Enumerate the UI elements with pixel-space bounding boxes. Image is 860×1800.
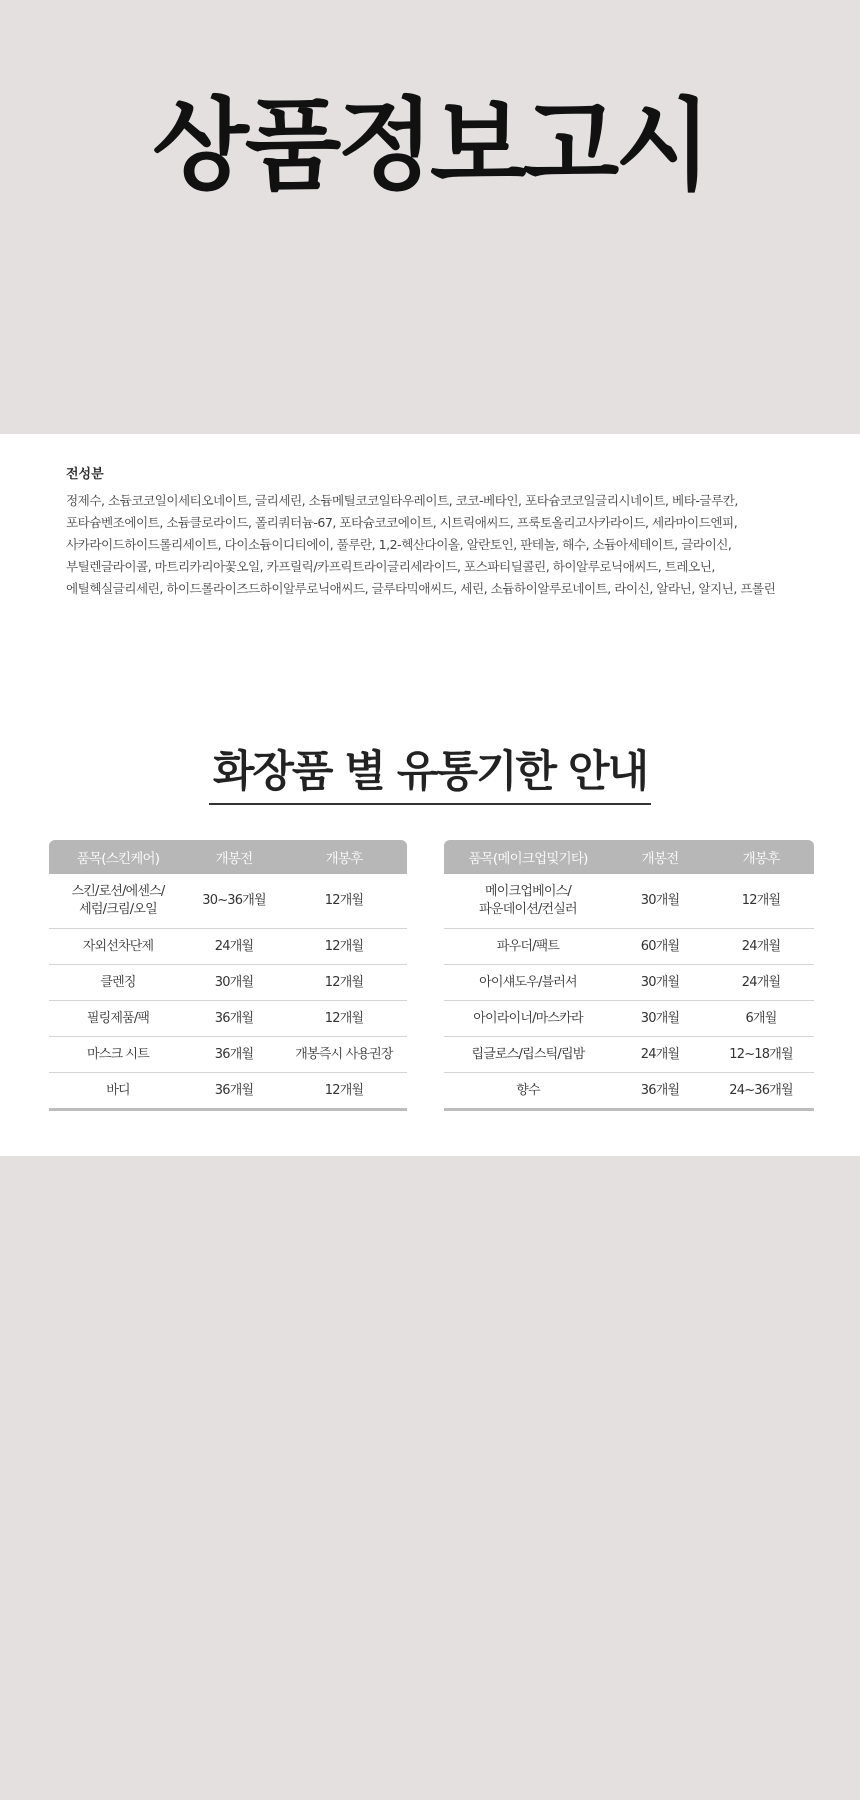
after-cell: 12개월 <box>708 874 814 929</box>
before-cell: 60개월 <box>612 929 708 965</box>
column-header: 품목(메이크업및기타) <box>444 840 612 874</box>
item-cell: 파우더/팩트 <box>444 929 612 965</box>
skincare-table-header <box>49 840 407 874</box>
item-line: 세럼/크림/오일 <box>79 902 157 917</box>
shelf-life-title: 화장품 별 유통기한 안내 <box>209 748 651 805</box>
table-row <box>444 1037 814 1073</box>
item-cell: 향수 <box>444 1073 612 1110</box>
table-row <box>444 929 814 965</box>
item-cell: 자외선차단제 <box>49 929 187 965</box>
item-cell: 아이섀도우/블러셔 <box>444 965 612 1001</box>
table-row <box>444 874 814 929</box>
ingredients-section <box>0 434 860 690</box>
table-row <box>444 1001 814 1037</box>
column-header: 개봉후 <box>708 840 814 874</box>
after-cell: 24개월 <box>708 929 814 965</box>
table-row <box>49 1037 407 1073</box>
item-cell: 바디 <box>49 1073 187 1110</box>
item-line: 메이크업베이스/ <box>485 884 571 899</box>
after-cell: 24개월 <box>708 965 814 1001</box>
column-header: 개봉전 <box>187 840 281 874</box>
table-row <box>49 1073 407 1110</box>
table-row <box>49 1001 407 1037</box>
after-cell: 12개월 <box>281 965 407 1001</box>
shelf-life-tables <box>49 840 814 1111</box>
after-cell: 12개월 <box>281 1001 407 1037</box>
column-header: 개봉전 <box>612 840 708 874</box>
item-line: 스킨/로션/에센스/ <box>71 884 165 899</box>
before-cell: 30개월 <box>612 965 708 1001</box>
after-cell: 12개월 <box>281 929 407 965</box>
before-cell: 36개월 <box>187 1073 281 1110</box>
page-title: 상품정보고시 <box>152 87 708 204</box>
item-line: 파운데이션/컨실러 <box>479 902 577 917</box>
item-cell: 립글로스/립스틱/립밤 <box>444 1037 612 1073</box>
before-cell: 24개월 <box>612 1037 708 1073</box>
hero-banner <box>0 0 860 434</box>
shelf-life-title-wrap <box>0 748 860 805</box>
item-cell: 클렌징 <box>49 965 187 1001</box>
after-cell: 12~18개월 <box>708 1037 814 1073</box>
makeup-table <box>444 840 814 1111</box>
after-cell: 12개월 <box>281 874 407 929</box>
ingredients-list: 정제수, 소듐코코일이세티오네이트, 글리세린, 소듐메틸코코일타우레이트, 코코-베타인, 포타슘코코일글리시네이트, 베타-글루칸, 포타슘벤조에이트, 소듐클로라이드, 폴리쿼터늄-67, 포타슘코코에이트, 시트릭애씨드, 프룩토올리고사카라이드, 세라마이드엔피, 사카라이드하이드롤리세이트, 다이소듐이디티에이, 풀루란, 1,2-헥산다이올, 알란토인, 판테놀, 해수, 소듐아세테이트, 글라이신, 부틸렌글라이콜, 마트리카리아꽃오일, 카프릴릭/카프릭트라이글리세라이드, 포스파티딜콜린, 하이알루로닉애씨드, 트레오닌, 에틸헥실글리세린, 하이드롤라이즈드하이알루로닉애씨드, 글루타믹애씨드, 세린, 소듐하이알루로네이트, 라이신, 알라닌, 알지닌, 프롤린 <box>66 493 776 596</box>
item-cell <box>444 874 612 929</box>
column-header: 품목(스킨케어) <box>49 840 187 874</box>
table-row <box>444 1073 814 1110</box>
skincare-table <box>49 840 407 1111</box>
before-cell: 30개월 <box>612 1001 708 1037</box>
before-cell: 30~36개월 <box>187 874 281 929</box>
column-header: 개봉후 <box>281 840 407 874</box>
after-cell: 6개월 <box>708 1001 814 1037</box>
before-cell: 36개월 <box>187 1001 281 1037</box>
table-row <box>444 965 814 1001</box>
before-cell: 30개월 <box>612 874 708 929</box>
after-cell: 24~36개월 <box>708 1073 814 1110</box>
makeup-table-header <box>444 840 814 874</box>
after-cell: 개봉즉시 사용권장 <box>281 1037 407 1073</box>
before-cell: 30개월 <box>187 965 281 1001</box>
table-row <box>49 874 407 929</box>
bottom-background <box>0 1156 860 1800</box>
item-cell <box>49 874 187 929</box>
shelf-life-section <box>0 690 860 1156</box>
before-cell: 36개월 <box>187 1037 281 1073</box>
item-cell: 마스크 시트 <box>49 1037 187 1073</box>
table-row <box>49 929 407 965</box>
after-cell: 12개월 <box>281 1073 407 1110</box>
before-cell: 24개월 <box>187 929 281 965</box>
item-cell: 필링제품/팩 <box>49 1001 187 1037</box>
ingredients-heading: 전성분 <box>66 467 104 482</box>
table-row <box>49 965 407 1001</box>
before-cell: 36개월 <box>612 1073 708 1110</box>
item-cell: 아이라이너/마스카라 <box>444 1001 612 1037</box>
